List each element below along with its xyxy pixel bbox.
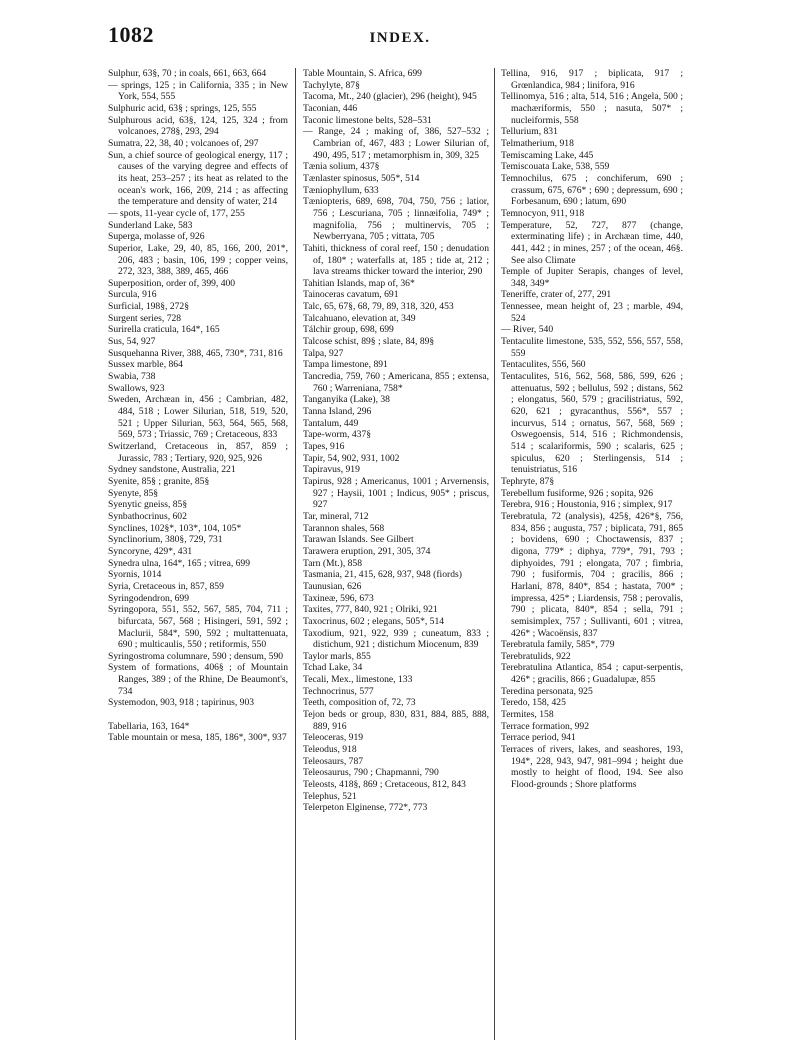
index-entry: Tantalum, 449: [303, 417, 359, 429]
index-entry: Taxocrinus, 602 ; elegans, 505*, 514: [303, 615, 445, 627]
index-entry: Swallows, 923: [108, 382, 165, 394]
index-entry: Taconic limestone belts, 528–531: [303, 114, 432, 126]
index-entry: Tainoceras cavatum, 691: [303, 289, 399, 301]
index-entry: Sulphuric acid, 63§ ; springs, 125, 555: [108, 102, 257, 114]
index-entry: Teleosts, 418§, 869 ; Cretaceous, 812, 843: [303, 779, 466, 791]
index-entry: Temnochilus, 675 ; conchiferum, 690 ; crassum, 675, 676* ; 690 ; depressum, 690 ; Forbesanum, 690 ; latum, 690: [501, 172, 683, 208]
index-entry: Telmatherium, 918: [501, 137, 574, 149]
index-column-middle: [303, 68, 489, 814]
index-entry: Termites, 158: [501, 709, 554, 721]
index-entry: Terebellum fusiforme, 926 ; sopita, 926: [501, 487, 653, 499]
index-entry: Teleodus, 918: [303, 744, 357, 756]
index-entry: Superposition, order of, 399, 400: [108, 277, 236, 289]
index-entry: Surcula, 916: [108, 289, 157, 301]
index-entry: Tálchir group, 698, 699: [303, 324, 394, 336]
index-entry: Terrace formation, 992: [501, 720, 590, 732]
index-entry: Switzerland, Cretaceous in, 857, 859 ; Jurassic, 783 ; Tertiary, 920, 925, 926: [108, 441, 288, 464]
index-entry: Surirella craticula, 164*, 165: [108, 324, 220, 336]
index-entry: Taxineæ, 596, 673: [303, 592, 374, 604]
index-entry: Tapiravus, 919: [303, 464, 360, 476]
index-entry: Tarn (Mt.), 858: [303, 557, 363, 569]
index-entry: Teeth, composition of, 72, 73: [303, 697, 416, 709]
index-entry: Tephryte, 87§: [501, 475, 555, 487]
index-entry: Teleosaurs, 787: [303, 755, 364, 767]
index-entry: Tecali, Mex., limestone, 133: [303, 674, 413, 686]
index-entry: Terebra, 916 ; Houstonia, 916 ; simplex, 917: [501, 499, 673, 511]
index-entry: Synbathocrinus, 602: [108, 510, 187, 522]
index-entry: Tarannon shales, 568: [303, 522, 385, 534]
index-entry: Tellinomya, 516 ; alta, 514, 516 ; Angela, 500 ; machæriformis, 550 ; nasuta, 507* ; nucleiformis, 558: [501, 91, 683, 126]
index-entry: Syornis, 1014: [108, 569, 162, 581]
index-entry: Tellina, 916, 917 ; biplicata, 917 ; Grœnlandica, 984 ; linifora, 916: [501, 68, 683, 91]
index-entry: Syncoryne, 429*, 431: [108, 545, 193, 557]
index-entry: Sumatra, 22, 38, 40 ; volcanoes of, 297: [108, 137, 259, 149]
index-entry: Teleoceras, 919: [303, 732, 364, 744]
index-entry: Teneriffe, crater of, 277, 291: [501, 289, 612, 301]
index-entry: Syria, Cretaceous in, 857, 859: [108, 580, 224, 592]
index-column-left: [108, 68, 288, 744]
index-entry: Table mountain or mesa, 185, 186*, 300*, 937: [108, 732, 287, 744]
index-entry: Superior, Lake, 29, 40, 85, 166, 200, 201*, 206, 483 ; basin, 106, 199 ; copper veins, 272, 323, 388, 389, 465, 466: [108, 242, 288, 278]
column-divider: [494, 68, 495, 1040]
index-entry: Taunusian, 626: [303, 580, 362, 592]
index-entry: Sulphurous acid, 63§, 124, 125, 324 ; from volcanoes, 278§, 293, 294: [108, 114, 288, 138]
index-entry: Tænlaster spinosus, 505*, 514: [303, 172, 420, 184]
index-entry: System of formations, 406§ ; of Mountain Ranges, 389 ; of the Rhine, De Beaumont's, 734: [108, 662, 288, 697]
index-entry: Terebratula, 72 (analysis), 425§, 426*§, 756, 834, 856 ; augusta, 757 ; biplicata, 791, 865 ; bovidens, 690 ; Choctawensis, 837 ; digona, 779* ; diphya, 779*, 791, 793 ; diphyoides, 791 ; elongata, 707 ; fimbria, 790 ; fusiformis, 704 ; gracilis, 866 ; Harlani, 878, 840*, 854 ; hastata, 700* ; impressa, 425* ; Liardensis, 758 ; perovalis, 790 ; plicata, 840*, 854 ; sella, 791 ; semisimplex, 757 ; Sullivanti, 601 ; vitrea, 426* ; Wacoënsis, 837: [501, 510, 683, 639]
column-divider: [295, 68, 296, 1040]
index-entry: Tasmania, 21, 415, 628, 937, 948 (fiords): [303, 569, 462, 581]
running-head: INDEX.: [369, 30, 431, 46]
index-entry: Tampa limestone, 891: [303, 359, 388, 371]
index-entry: Telephus, 521: [303, 790, 357, 802]
section-gap: [108, 709, 288, 721]
index-entry: Terebratula family, 585*, 779: [501, 639, 615, 651]
index-entry: Tanna Island, 296: [303, 406, 372, 418]
index-entry: Tarawan Islands. See Gilbert: [303, 534, 414, 546]
index-entry: Tentaculites, 556, 560: [501, 359, 586, 371]
index-entry: Surficial, 198§, 272§: [108, 301, 190, 313]
index-entry: Tahiti, thickness of coral reef, 150 ; denudation of, 180* ; waterfalls at, 185 ; tide at, 212 ; lava streams thicker toward the interior, 290: [303, 242, 489, 278]
index-entry: Syringopora, 551, 552, 567, 585, 704, 711 ; bifurcata, 567, 568 ; Hisingeri, 591, 592 ; Maclurii, 584*, 590, 592 ; multattenuata, 690 ; multicaulis, 550 ; retiformis, 550: [108, 604, 288, 651]
index-entry: Temple of Jupiter Serapis, changes of level, 348, 349*: [501, 266, 683, 289]
index-entry: Superga, molasse of, 926: [108, 231, 205, 243]
index-entry: Telerpeton Elginense, 772*, 773: [303, 802, 428, 814]
index-entry: Tapirus, 928 ; Americanus, 1001 ; Arvernensis, 927 ; Haysii, 1001 ; Indicus, 905* ; priscus, 927: [303, 475, 489, 511]
index-entry: — Range, 24 ; making of, 386, 527–532 ; Cambrian of, 467, 483 ; Lower Silurian of, 490, 495, 517 ; metamorphism in, 309, 325: [303, 126, 489, 161]
index-entry: Tarawera eruption, 291, 305, 374: [303, 545, 431, 557]
index-entry: Tar, mineral, 712: [303, 510, 369, 522]
index-entry: Sun, a chief source of geological energy, 117 ; causes of the varying degree and effects of its heat, 253–257 ; its heat as related to the ocean's work, 166, 209, 214 ; as affecting the temperature and density of water, 214: [108, 149, 288, 208]
index-entry: Teleosaurus, 790 ; Chapmanni, 790: [303, 767, 439, 779]
index-entry: Tentaculites, 516, 562, 568, 586, 599, 626 ; attenuatus, 592 ; bellulus, 592 ; distans, 562 ; elongatus, 560, 579 ; gracilistriatus, 592, 620, 621 ; gyracanthus, 556*, 557 ; incurvus, 514 ; ornatus, 567, 568, 569 ; Oswegoensis, 514, 516 ; Richmondensis, 514 ; scalariformis, 590 ; scalaris, 625 ; spiculus, 620 ; Sterlingensis, 514 ; tenuistriatus, 516: [501, 371, 683, 476]
index-entry: Syringodendron, 699: [108, 592, 190, 604]
index-entry: Swabia, 738: [108, 371, 156, 383]
index-entry: Teredina personata, 925: [501, 685, 593, 697]
index-entry: Tæniopteris, 689, 698, 704, 750, 756 ; latior, 756 ; Lescuriana, 705 ; linnæifolia, 749* ; magnifolia, 756 ; multinervis, 705 ; Newberryana, 705 ; vittata, 705: [303, 196, 489, 243]
index-entry: Sunderland Lake, 583: [108, 219, 193, 231]
index-entry: Terebratulids, 922: [501, 650, 571, 662]
index-entry: Tænia solium, 437§: [303, 161, 380, 173]
index-entry: Synclinorium, 380§, 729, 731: [108, 534, 223, 546]
index-entry: Technocrinus, 577: [303, 685, 374, 697]
index-entry: Sydney sandstone, Australia, 221: [108, 464, 236, 476]
index-entry: Table Mountain, S. Africa, 699: [303, 68, 422, 79]
index-entry: Taxites, 777, 840, 921 ; Olriki, 921: [303, 604, 438, 616]
index-entry: Tapes, 916: [303, 441, 345, 452]
index-entry: Syringostroma columnare, 590 ; densum, 590: [108, 650, 284, 662]
index-entry: Temnocyon, 911, 918: [501, 207, 585, 219]
index-entry: Tæniophyllum, 633: [303, 184, 379, 196]
index-entry: Tapir, 54, 902, 931, 1002: [303, 452, 400, 464]
index-entry: Tejon beds or group, 830, 831, 884, 885, 888, 889, 916: [303, 709, 489, 732]
index-entry: Tennessee, mean height of, 23 ; marble, 494, 524: [501, 301, 683, 324]
index-entry: Syenite, 85§ ; granite, 85§: [108, 475, 210, 487]
index-entry: Talpa, 927: [303, 347, 344, 359]
index-entry: Tacoma, Mt., 240 (glacier), 296 (height), 945: [303, 91, 477, 103]
index-entry: Tancredia, 759, 760 ; Americana, 855 ; extensa, 760 ; Warreniana, 758*: [303, 371, 489, 394]
index-entry: Temperature, 52, 727, 877 (change, exterminating life) ; in Archæan time, 440, 441, 442 ; in mines, 257 ; of the ocean, 46§. See also Climate: [501, 219, 683, 266]
index-entry: Sussex marble, 864: [108, 359, 183, 371]
index-entry: Systemodon, 903, 918 ; tapirinus, 903: [108, 697, 255, 709]
index-entry: Susquehanna River, 388, 465, 730*, 731, 816: [108, 347, 283, 359]
page-number: 1082: [108, 22, 154, 47]
index-entry: Syenyte, 85§: [108, 487, 159, 499]
index-entry: Tabellaria, 163, 164*: [108, 720, 190, 732]
index-entry: Syenytic gneiss, 85§: [108, 499, 188, 511]
index-entry: Sus, 54, 927: [108, 336, 156, 348]
index-entry: Tellurium, 831: [501, 126, 558, 138]
index-entry: Temiscouata Lake, 538, 559: [501, 161, 610, 173]
index-entry: Taylor marls, 855: [303, 650, 371, 662]
index-entry: Tahitian Islands, map of, 36*: [303, 277, 415, 289]
index-entry: Taconian, 446: [303, 102, 358, 114]
index-entry: Tape-worm, 437§: [303, 429, 372, 441]
index-entry: Surgent series, 728: [108, 312, 182, 324]
index-entry: Synclines, 102§*, 103*, 104, 105*: [108, 522, 242, 534]
index-entry: Taxodium, 921, 922, 939 ; cuneatum, 833 ; distichum, 921 ; distichum Miocenum, 839: [303, 627, 489, 651]
index-entry: Terrace period, 941: [501, 732, 576, 744]
index-entry: — springs, 125 ; in California, 335 ; in New York, 554, 555: [108, 79, 288, 103]
index-entry: Tanganyika (Lake), 38: [303, 394, 390, 406]
index-column-right: [501, 68, 683, 791]
index-entry: Terebratulina Atlantica, 854 ; caput-serpentis, 426* ; gracilis, 866 ; Guadalupæ, 855: [501, 662, 683, 686]
index-entry: Sulphur, 63§, 70 ; in coals, 661, 663, 664: [108, 68, 267, 79]
index-entry: Tachylyte, 87§: [303, 79, 360, 91]
index-entry: Terraces of rivers, lakes, and seashores, 193, 194*, 228, 943, 947, 981–994 ; height due mostly to height of flood, 194. See also Flood-grounds ; Shore platforms: [501, 744, 683, 791]
index-entry: Teredo, 158, 425: [501, 697, 566, 709]
index-entry: — spots, 11-year cycle of, 177, 255: [108, 207, 245, 219]
index-entry: Talcose schist, 89§ ; slate, 84, 89§: [303, 336, 435, 348]
index-entry: — River, 540: [501, 324, 554, 336]
index-entry: Tchad Lake, 34: [303, 662, 363, 674]
index-entry: Talc, 65, 67§, 68, 79, 89, 318, 320, 453: [303, 301, 454, 313]
index-entry: Temiscaming Lake, 445: [501, 149, 594, 161]
index-entry: Synedra ulna, 164*, 165 ; vitrea, 699: [108, 557, 251, 569]
index-entry: Sweden, Archæan in, 456 ; Cambrian, 482, 484, 518 ; Lower Silurian, 518, 519, 520, 521 ; Upper Silurian, 563, 564, 565, 568, 569, 573 ; Triassic, 769 ; Cretaceous, 833: [108, 394, 288, 441]
index-entry: Tentaculite limestone, 535, 552, 556, 557, 558, 559: [501, 336, 683, 359]
index-entry: Talcahuano, elevation at, 349: [303, 312, 416, 324]
